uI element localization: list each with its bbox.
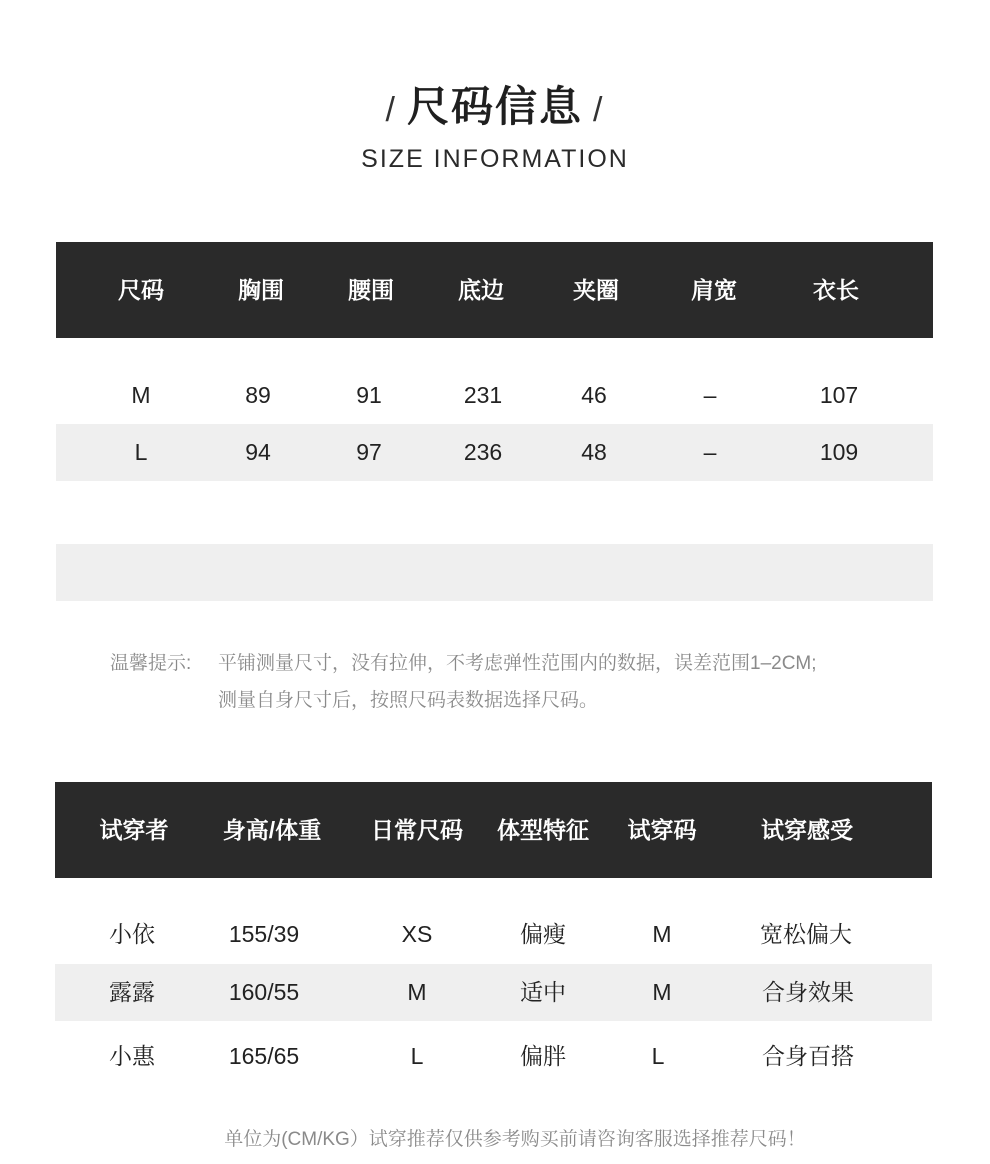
chest-cell: 89 [245, 382, 271, 408]
hem-cell: 231 [463, 382, 503, 408]
body-type-cell: 偏胖 [520, 1043, 566, 1069]
model-cell: 小惠 [109, 1043, 155, 1069]
tryon-col-tryon-size: 试穿码 [627, 817, 697, 843]
size-col-length: 衣长 [813, 277, 859, 303]
usual-size-cell: L [410, 1043, 424, 1069]
feeling-cell: 宽松偏大 [760, 921, 852, 947]
size-cell: L [134, 439, 148, 465]
size-col-armhole: 夹圈 [573, 277, 619, 303]
height-weight-cell: 155/39 [228, 921, 300, 947]
shoulder-cell: – [703, 382, 717, 408]
tryon-size-cell: M [652, 979, 672, 1005]
tryon-col-feeling: 试穿感受 [761, 817, 853, 843]
tryon-col-body-type: 体型特征 [497, 817, 589, 843]
tryon-col-height-weight: 身高/体重 [222, 817, 322, 843]
title-slash-right: / [593, 91, 605, 129]
height-weight-cell: 160/55 [228, 979, 300, 1005]
waist-cell: 91 [356, 382, 382, 408]
table-row [55, 1028, 932, 1085]
tryon-size-cell: M [652, 921, 672, 947]
tryon-col-usual-size: 日常尺码 [371, 817, 463, 843]
table-row [55, 964, 932, 1021]
page-title [0, 74, 990, 134]
table-row [55, 906, 932, 963]
usual-size-cell: XS [401, 921, 433, 947]
armhole-cell: 48 [581, 439, 607, 465]
body-type-cell: 偏瘦 [520, 921, 566, 947]
length-cell: 109 [819, 439, 859, 465]
table-row [56, 367, 933, 424]
title-slash-left: / [385, 91, 397, 129]
feeling-cell: 合身效果 [762, 979, 854, 1005]
note-line-1: 平铺测量尺寸，没有拉伸，不考虑弹性范围内的数据，误差范围1–2CM; [218, 653, 817, 674]
tryon-table-header [55, 782, 932, 878]
waist-cell: 97 [356, 439, 382, 465]
size-table-header [56, 242, 933, 338]
title-text: 尺码信息 [406, 83, 583, 130]
footer-note: 单位为(CM/KG）试穿推荐仅供参考购买前请咨询客服选择推荐尺码！ [224, 1129, 806, 1150]
size-col-size: 尺码 [118, 277, 164, 303]
note-label: 温馨提示: [110, 653, 192, 674]
feeling-cell: 合身百搭 [762, 1043, 854, 1069]
chest-cell: 94 [245, 439, 271, 465]
size-cell: M [131, 382, 151, 408]
usual-size-cell: M [407, 979, 427, 1005]
size-col-waist: 腰围 [348, 277, 394, 303]
size-col-hem: 底边 [458, 277, 504, 303]
model-cell: 露露 [109, 979, 155, 1005]
page-subtitle: SIZE INFORMATION [361, 145, 629, 173]
tryon-size-cell: L [651, 1043, 665, 1069]
shoulder-cell: – [703, 439, 717, 465]
empty-row-band [56, 544, 933, 601]
height-weight-cell: 165/65 [228, 1043, 300, 1069]
note-line-2: 测量自身尺寸后，按照尺码表数据选择尺码。 [218, 690, 599, 711]
armhole-cell: 46 [581, 382, 607, 408]
size-col-chest: 胸围 [238, 277, 284, 303]
body-type-cell: 适中 [520, 979, 566, 1005]
size-col-shoulder: 肩宽 [691, 277, 737, 303]
model-cell: 小依 [109, 921, 155, 947]
hem-cell: 236 [463, 439, 503, 465]
table-row [56, 424, 933, 481]
length-cell: 107 [819, 382, 859, 408]
tryon-col-model: 试穿者 [99, 817, 169, 843]
